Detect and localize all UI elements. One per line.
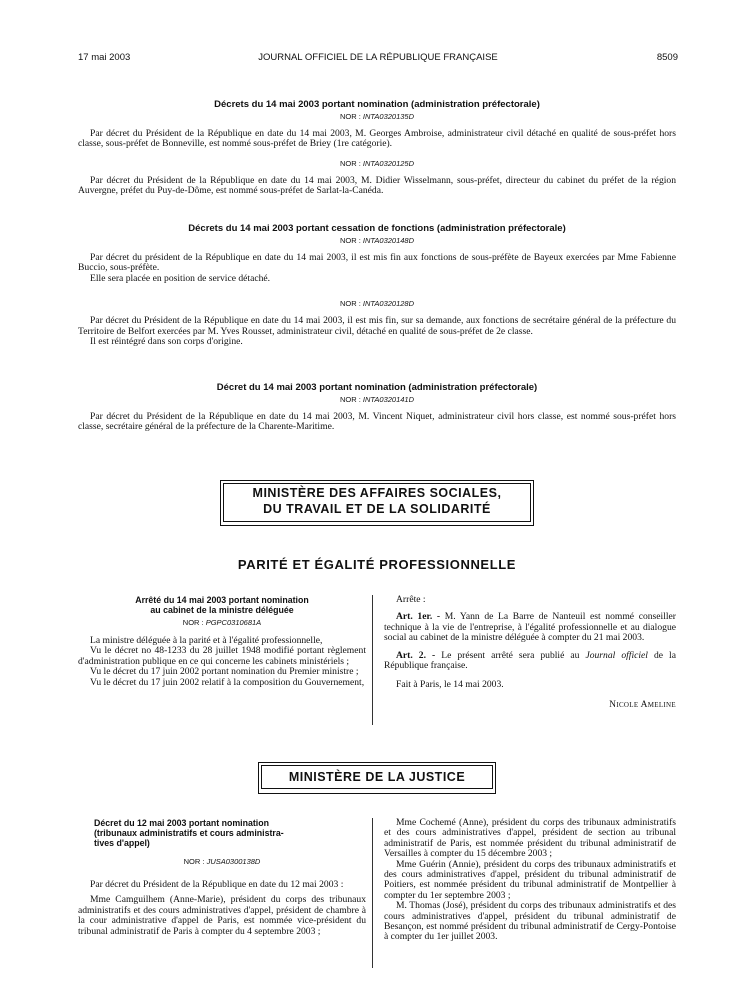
nor-code: INTA0320148D <box>362 236 415 245</box>
section-parite-title: PARITÉ ET ÉGALITÉ PROFESSIONNELLE <box>237 557 517 572</box>
nor-line: NOR : INTA0320135D <box>339 112 415 121</box>
decree-paragraph: Mme Guérin (Annie), président du corps des tribunaux administratifs et des cours administratives d'appel, président du tribunal administratif de Poitiers, est nommée président du tribunal administratif de Montpellier à compter du 1er septembre 2003 ; <box>384 858 676 901</box>
ministry-justice-box <box>258 762 496 794</box>
nor-line: NOR : INTA0320128D <box>339 299 415 309</box>
decree-paragraph: Par décret du Président de la République en date du 14 mai 2003, il est mis fin, sur sa demande, aux fonctions de secrétaire général de la préfecture du Territoire de Belfort exercées par M. Yves Rousset, administrateur civil, détaché en qualité de sous-préfet de 2e classe. <box>78 315 676 337</box>
fait-a-paris: Fait à Paris, le 14 mai 2003. <box>396 679 504 691</box>
signature: Nicole Ameline <box>609 699 676 710</box>
decret-justice-left-column <box>78 818 366 937</box>
header-journal-title: JOURNAL OFFICIEL DE LA RÉPUBLIQUE FRANÇAISE <box>258 52 498 63</box>
running-header <box>78 52 678 66</box>
decree-paragraph: Par décret du Président de la République en date du 14 mai 2003, M. Vincent Niquet, administrateur civil hors classe, est nommé sous-préfet hors classe, secrétaire général de la préfecture de la Charente-Maritime. <box>78 411 676 433</box>
header-page-number: 8509 <box>656 52 678 63</box>
column-divider <box>372 818 373 968</box>
arrete-paragraph: Vu le décret no 48-1233 du 28 juillet 1948 modifié portant règlement d'administration publique en ce qui concerne les cabinets ministériels ; <box>78 645 366 667</box>
decret-justice-right-column <box>384 818 676 943</box>
article-1: Art. 1er. - M. Yann de La Barre de Nanteuil est nommé conseiller technique à la vie de l'entreprise, à l'égalité professionnelle et au dialogue social au cabinet de la ministre déléguée à compter du 21 mai 2003. <box>384 611 676 644</box>
nor-line: NOR : JUSA0300138D <box>183 857 261 866</box>
nor-line: NOR : PGPC0310681A <box>182 618 262 627</box>
ministry-line: MINISTÈRE DES AFFAIRES SOCIALES, <box>252 486 502 500</box>
arrete-paragraph: Vu le décret du 17 juin 2002 portant nomination du Premier ministre ; <box>90 666 359 678</box>
decret-justice-title: Décret du 12 mai 2003 portant nomination (tribunaux administratifs et cours administra- tives d'appel) <box>94 818 284 848</box>
decree-paragraph: Par décret du président de la République en date du 14 mai 2003, il est mis fin aux fonctions de sous-préfète de Bayeux exercées par Mme Fabienne Buccio, sous-préfète. <box>78 252 676 274</box>
arrete-right-column <box>384 595 676 710</box>
header-date: 17 mai 2003 <box>78 52 131 63</box>
article-2: Art. 2. - Le présent arrêté sera publié au Journal officiel de la République française. <box>384 649 676 672</box>
nor-line: NOR : INTA0320125D <box>339 158 415 168</box>
decret-nomination-title: Décret du 14 mai 2003 portant nomination (administration préfectorale) <box>216 382 538 393</box>
decree-paragraph: Il est réintégré dans son corps d'origine. <box>90 336 243 348</box>
ministry-affaires-sociales-box <box>220 480 534 526</box>
decree-paragraph: Par décret du Président de la République en date du 14 mai 2003, M. Georges Ambroise, administrateur civil détaché en qualité de sous-préfet hors classe, sous-préfet de Bonneville, est nommé sous-préfet de Briey (1re catégorie). <box>78 128 676 150</box>
arrete-paragraph: Vu le décret du 17 juin 2002 relatif à la composition du Gouvernement, <box>90 676 365 688</box>
decrets-cessation-section <box>78 223 676 347</box>
decret-nomination-section <box>78 382 676 433</box>
nor-code: INTA0320141D <box>362 395 415 404</box>
decrets-nomination-section <box>78 99 676 197</box>
nor-code: PGPC0310681A <box>205 618 262 627</box>
nor-code: INTA0320128D <box>362 299 415 309</box>
decree-paragraph: Elle sera placée en position de service détaché. <box>90 272 271 284</box>
column-divider <box>372 595 373 725</box>
decree-paragraph: Mme Camguilhem (Anne-Marie), président du corps des tribunaux administratifs et des cours administratives d'appel, président de chambre à la cour administrative d'appel de Paris, est nommée vice-président du tribunal administratif de Paris à compter du 4 septembre 2003 ; <box>78 894 366 937</box>
nor-code: INTA0320135D <box>362 112 415 121</box>
decrets-nomination-title: Décrets du 14 mai 2003 portant nomination (administration préfectorale) <box>214 99 540 110</box>
decree-paragraph: Mme Cochemé (Anne), président du corps des tribunaux administratifs et des cours administratives d'appel, président de section au tribunal administratif de Paris, est nommée président du tribunal administratif de Versailles à compter du 15 décembre 2003 ; <box>384 817 676 860</box>
decree-paragraph: Par décret du Président de la République en date du 12 mai 2003 : <box>90 879 344 890</box>
ministry-line: MINISTÈRE DE LA JUSTICE <box>261 765 493 789</box>
nor-code: JUSA0300138D <box>206 857 261 866</box>
arrete-paragraph: La ministre déléguée à la parité et à l'égalité professionnelle, <box>90 635 323 646</box>
decrets-cessation-title: Décrets du 14 mai 2003 portant cessation de fonctions (administration préfectorale) <box>188 223 566 234</box>
arrete-label: Arrête : <box>396 594 426 605</box>
decree-paragraph: Par décret du Président de la République en date du 14 mai 2003, M. Didier Wisselmann, sous-préfet, directeur du cabinet du préfet de la région Auvergne, préfet du Puy-de-Dôme, est nommé sous-préfet de Sarlat-la-Canéda. <box>78 174 676 197</box>
nor-line: NOR : INTA0320148D <box>339 236 415 245</box>
arrete-left-column <box>78 595 366 688</box>
arrete-title: Arrêté du 14 mai 2003 portant nomination au cabinet de la ministre déléguée <box>135 595 309 615</box>
nor-code: INTA0320125D <box>362 158 415 168</box>
decree-paragraph: M. Thomas (José), président du corps des tribunaux administratifs et des cours administratives d'appel, président du tribunal administratif de Besançon, est nommé président du tribunal administratif de Cergy-Pontoise à compter du 1er juillet 2003. <box>384 900 676 943</box>
ministry-line: DU TRAVAIL ET DE LA SOLIDARITÉ <box>263 502 491 516</box>
nor-line: NOR : INTA0320141D <box>339 395 415 404</box>
